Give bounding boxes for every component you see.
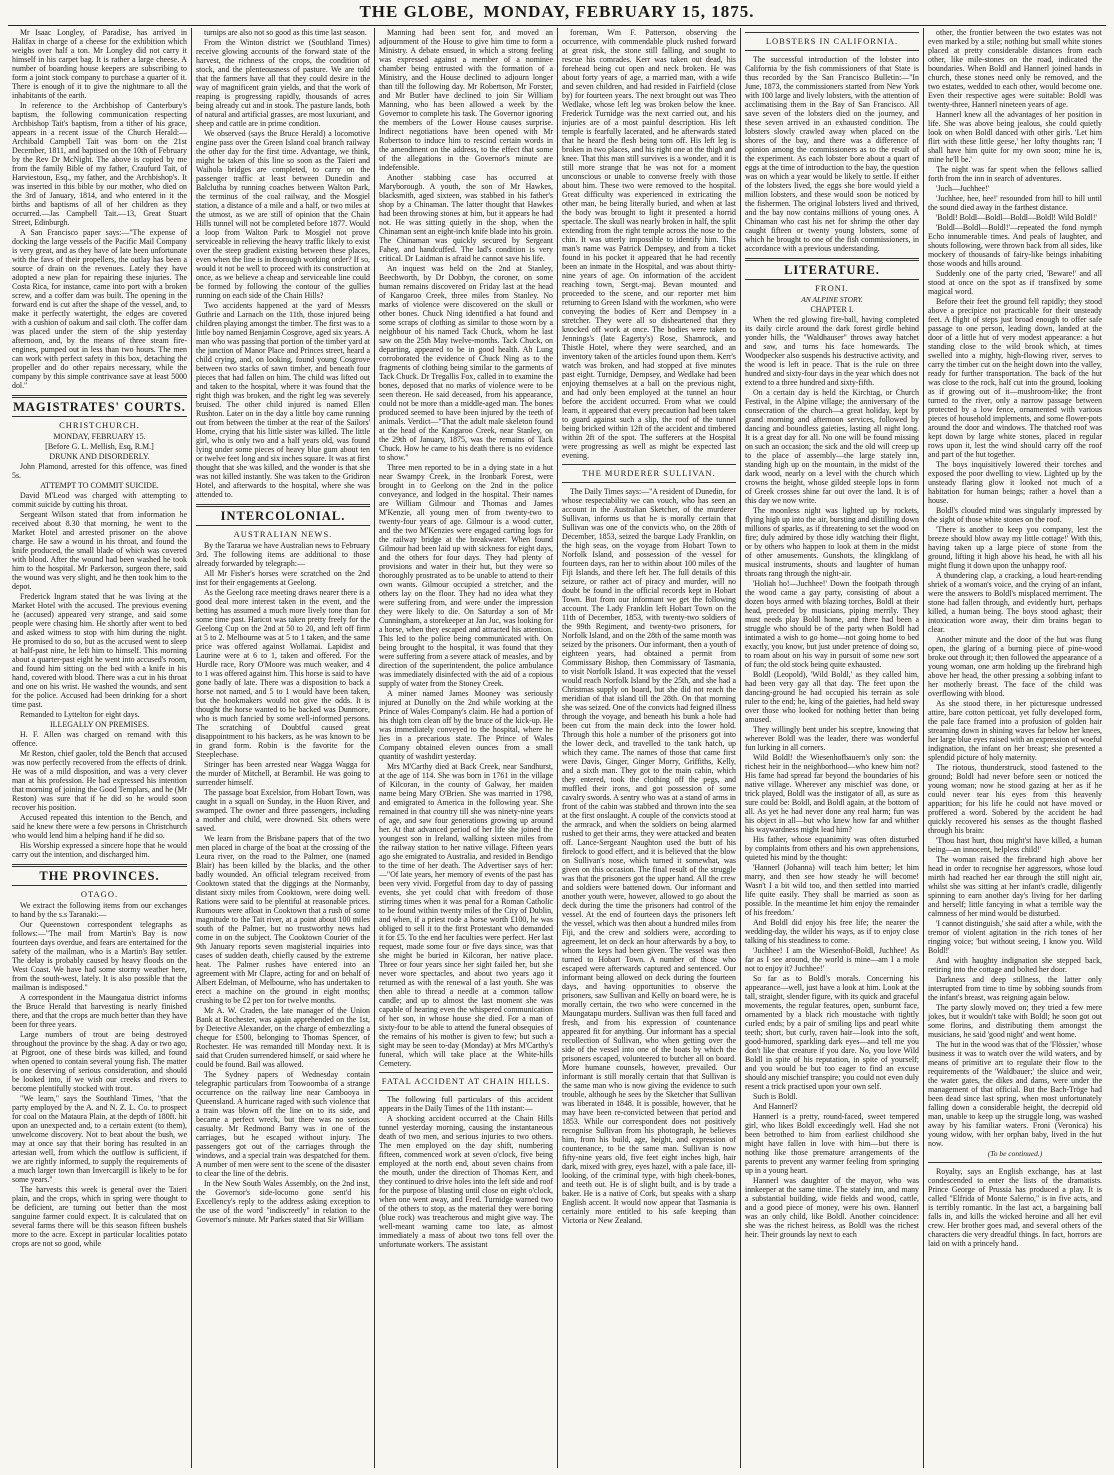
paragraph: The night was far spent when the fellows sallied forth from the inn in search of adventures. bbox=[928, 165, 1102, 183]
paragraph: Sergeant Wilson stated that from information he received about 8.30 that morning, he went to the Market Hotel and arrested prisoner on the above charge. He saw a wound in his throat, and found the knife produced, the small blade of which was covered with blood. After the wound had been washed he took him to the hospital. Mr Parkerson, surgeon there, said the wound was very slight, and he then took him to the depot. bbox=[12, 510, 187, 591]
paragraph: And Hannerl? bbox=[753, 1102, 798, 1111]
paragraph: Our Queenstown correspondent telegraphs as follows:—"The mail from Martin's Bay is now fourteen days overdue, and fears are entertained for the safety of the mailman, who is a Martin's Bay settler. The delay is probably caused by heavy floods on the West Coast. We have had some stormy weather here, from the south-west, lately. It is also possible that the mailman is indisposed." bbox=[12, 920, 187, 992]
paragraph: Remanded to Lyttelton for eight days. bbox=[20, 710, 140, 719]
paragraph: Hannerl knew all the advantages of her position in life. She was above being jealous, she could quietly look on when Boldl danced with other girls. 'Let him flirt with these little geese,' her lofty thoughts ran; 'I shall have him quite for my own soon; mine he is, mine he'll be.' bbox=[928, 110, 1102, 164]
section-heading-literature: LITERATURE. bbox=[784, 263, 880, 277]
divider bbox=[196, 504, 370, 507]
chapter-heading: CHAPTER I. bbox=[810, 305, 854, 314]
paragraph: We learn from the Brisbane papers that of the two men placed in charge of the boat at the crossing of the Leura river, on the road to the Palmer, one (named Blair) has been killed by the blacks, and the other badly wounded. An official telegram received from Cooktown stated that the diggings at the Normanby, distant sixty miles from Cooktown, were doing well. Rations were said to be plentiful at reasonable prices. Rumours were afloat in Cooktown that a rush of some magnitude to the Tait river, at a point about 100 miles south of the Palmer, but no trustworthy news had come in on the subject. The Cooktown Courier of the 9th January reports seven magisterial inquiries into cases of sudden death, chiefly caused by the extreme heat. The Palmer rushes have entered into an agreement with Mr Clapre, acting for and on behalf of Albert Edelman, of Melbourne, who has undertaken to erect a machine on the ground in eight months; crushing to be £2 per ton for twelve months. bbox=[196, 834, 370, 1005]
paragraph: As she stood there, in her picturesque undressed attire, bare cotton petticoat, yet fully developed form, the pale face framed into a profusion of golden hair streaming down in shining waves far below her knees, her large blue eyes raised with an expression of woeful indignation, the infant on her breast; she presented a splendid picture of holy maternity. bbox=[928, 699, 1102, 762]
subheading-otago: OTAGO. bbox=[80, 889, 119, 899]
paragraph: The Sydney papers of Wednesday contain telegraphic particulars from Toowoomba of a strange occurrence on the railway line near Cambooya in Queensland. A hurricane raged with such violence that a train was blown off the line on to its side, and became a perfect wreck, but there was no serious casualty. Mr Redmond Barry was in one of the carriages, but he escaped without injury. The passengers got out of the carriages through the windows, and a special train was despatched for them. A number of men were sent to the scene of the disaster to clear the line of the debris. bbox=[196, 1070, 370, 1178]
divider bbox=[12, 395, 187, 398]
paragraph: Hannerl is a pretty, round-faced, sweet tempered girl, who likes Boldl exceedingly well. Had she not been betrothed to him from earliest childhood she might have fallen in love with him—but there is nothing like those premature arrangements of the parents to prevent any warmer feeling from springing up in a young heart. bbox=[745, 1112, 919, 1175]
paragraph: David M'Leod was charged with attempting to commit suicide by cutting his throat. bbox=[12, 491, 187, 509]
paragraph: Boldl's clouded mind was singularly impressed by the sight of those white stones on the roof. bbox=[928, 506, 1102, 524]
paragraph: Stringer has been arrested near Wagga Wagga for the murder of Mitchell, at Berambil. He was going to surrender himself. bbox=[196, 760, 370, 787]
subheading-australian-news: AUSTRALIAN NEWS. bbox=[233, 529, 333, 539]
paragraph: The hut in the wood was that of the 'Flössier,' whose business it was to watch over the wild waters, and by means of primitive art to regulate their flow to the requirements of the 'Waldbauer;' the sluice and weir, the water gates, the dikes and dams, were under the management of that official. But the Bach-Tröge had been dead since last spring, when most unfortunately falling down a considerable height, the decrepid old man, unable to keep up the struggle long, was washed away by his familiar waters. Froni (Veronica) his young widow, with her orphan baby, lived in the hut now. bbox=[928, 1040, 1102, 1148]
columns bbox=[8, 28, 1106, 1468]
paragraph: Before their feet the ground fell rapidly; they stood above a precipice not practicable for their unsteady feet. A flight of steps just broad enough to offer safe passage to one person, leading down, landed at the door of a little hut of very modest appearance: a hut standing close to the wild brook which, at times swelled into a mighty, high-flowing river, serves to carry the timber cut on the height down into the valley, ready for further transportation. The back of the hut was close to the rock, half cut into the ground, looking as if growing out of it—mushroom-like; the front turned to the river, only a narrow passage between protected by a low fence, ornamented with various pieces of household implements, and some flower-pots around the door and windows. The thatched roof was kept down by large white stones, placed in regular rows upon it, lest the wind should carry off the roof and part of the hut together. bbox=[928, 297, 1102, 459]
paragraph: Hannerl was daughter of the mayor, who was innkeeper at the same time. The stately inn, and many a substantial building, wide fields and wood, cattle, and a good piece of money, were his own. Hannerl was an only child, like Boldl. Another coincidence: she was the richest heiress, as Boldl was the richest heir. Their grounds lay next to each bbox=[745, 1176, 919, 1239]
paragraph: Such is Boldl. bbox=[753, 1092, 798, 1101]
paragraph: The Daily Times says:—"A resident of Dunedin, for whose respectability we can vouch, who has seen an account in the Australian Sketcher, of the murderer Sullivan, informs us that he is morally certain that Sullivan was one of the convicts who, on the 28th of December, 1853, seized the barque Lady Franklin, on the high seas, on the voyage from Hobart Town to Norfolk Island, and possession of the vessel for fourteen days, ran her to within about 100 miles of the Fiji Islands, and there left her. The full details of this seizure, or rather act of piracy and murder, will no doubt be found in the official records kept in Hobart Town. But from our informant we get the following account. The Lady Franklin left Hobart Town on the 11th of December, 1853, with twenty-two soldiers of the 99th Regiment, and twenty-two prisoners, for Norfolk Island, and on the 28th of the same month was seized by the prisoners. Our informant, then a youth of eighteen years, had obtained a permit from Commissary Bishop, then Commissary of Tasmania, to visit Norfolk Island. It was expected that the vessel would reach Norfolk Island by the 25th, and she had a Christmas supply on board, but she did not reach the meridian of that island till the 28th. On that morning she was seized. One of the convicts had feigned illness through the voyage, and beneath his bunk a hole had been cut from the main deck into the lower hold. Through this hole a number of the prisoners got into the lower deck, and travelled to the tank hatch, up which they came. The names of those that came first were Davis, Ginger, Ginger Morry, Griffiths, Kelly, and a sixth man. They got to the main cabin, which they entered, took the clothing off the pegs, and muffled their irons, and got possession of some cavalry swords. A sentry who was at a stand of arms in front of the cabin was stabbed and thrown into the sea at the first onslaught. A couple of the convicts stood at the armrack, and when the soldiers on being alarmed rushed to get their arms, they were attacked and beaten off. Lance-Sergeant Naughton used the butt of his firelock to good effect, and it is believed that the blow on Sullivan's nose, which turned it somewhat, was given on this occasion. The final result of the struggle was that the prisoners got the upper hand. All the crew and soldiers were battened down. Our informant and another youth were, however, allowed to go about the deck during the time the prisoners had control of the vessel. At the end of fourteen days the prisoners left the vessel, which was then about a hundred miles from Fiji, and the crew and soldiers were, according to agreement, let on deck an hour afterwards by a boy, to whom the keys had been given. The vessel was then turned to Hobart Town. A number of those who escaped were afterwards captured and sentenced. Our informant being allowed on deck during the fourteen days, and having opportunities to observe the prisoners, saw Sullivan and Kelly on board were, he is morally certain, the two who were concerned in the Maungatapu murders. Sullivan was then full faced and fresh, and from his expression of countenance appeared fit for anything. Our informant has a special recollection of Sullivan, who when getting over the side of the vessel into one of the boats by which the prisoners escaped, volunteered to butcher all on board. More humane counsels, however, prevailed. Our informant is still morally certain that that Sullivan is the same man who is now giving the evidence to such trouble, although he sees by the Sketcher that Sullivan was liberated in 1848. It is possible, however, that he may have been re-convicted between that period and 1853. While our correspondent does not positively recognise Sullivan from his photograph, he believes him, from his build, age, height, and expression of countenance, to be the same man. Sullivan is now fifty-nine years old, five feet eight inches high, hair dark, mixed with grey, eyes hazel, with a pale face, ill-looking, of the criminal type, with high cheek-bones, and teeth out. He is of slight built, and is by trade a baker. He is a native of Cork, but speaks with a sharp English accent. It would now appear that Tasmania is certainly more entitled to his safe keeping than Victoria or New Zealand. bbox=[562, 487, 736, 1225]
story-subtitle: AN ALPINE STORY. bbox=[801, 295, 863, 304]
paragraph: The riotous, thunderstruck, stood fastened to the ground; Boldl had never before seen or noticed the young woman; now he stood gazing at her as if he could never tear his eyes from this heavenly apparition; for his life he could not have moved or proffered a word. Sobered by the accident he had quickly recovered his senses as the thought flashed through his brain: bbox=[928, 763, 1102, 835]
column-6 bbox=[923, 28, 1106, 1468]
section-heading-box bbox=[562, 464, 736, 483]
paragraph: His father, whose equanimity was often disturbed by complaints from others and his own apprehensions, quieted his mind by the thought: bbox=[745, 835, 919, 862]
section-heading-box bbox=[379, 1072, 553, 1091]
paragraph: A correspondent in the Maungatua district informs the Bruce Herald that harvesting is nearly finished there, and that the crops are much better than they have been for three years. bbox=[12, 993, 187, 1029]
paragraph: Two accidents happened at the yard of Messrs Guthrie and Larnach on the 11th, those injured being children playing amongst the timber. The first was to a little boy named Benjamin Cosgrove, aged six years. A man who was passing that portion of the timber yard at the junction of Manor Place and Princes street, heard a child crying, and, on looking, found young Cosgrove between two stacks of sawn timber, and beneath four pieces that had fallen on him. The child was lifted out and taken to the hospital, where it was found that the right thigh was broken, and the right leg was severely bruised. The other child injured is named Ellen Rushton. Later on in the day a little boy came running out from between the timber at the rear of the Sailors' Home, crying that his little sister was killed. The little girl, who is only two and a half years old, was found lying under some pieces of heavy blue gum about ten or twelve feet long and six inches square. It was at first thought that she was killed, and the wonder is that she was not killed instantly. She was taken to the Gridiron Hotel, and afterwards to the hospital, where she was attended to. bbox=[196, 301, 370, 499]
paragraph: As the Geelong race meeting draws nearer there is a good deal more interest taken in the event, and the betting has assumed a much more lively tone than for some time past. Haricot was taken pretty freely for the Geelong Cup on the 2nd at 50 to 20, and left off firm at 5 to 2. Melbourne was at 5 to 1 taken, and the same price was offered against Wollamai. Lapidist and Laurine were at 6 to 1, taken and offered. For the Hurdle race, Rory O'Moore was much weaker, and 4 to 1 was offered against him. This horse is said to have gone badly of late. There was a disposition to back a horse not named, and 5 to 1 would have been taken, but the bookmakers would not give the odds. It is thought the horse wanted to be backed was Dunmore, who is much fancied by some well-informed persons. The scratching of Doubtful caused great disappointment to his backers, as he was known to be in grand form. Robin is the favorite for the Steeplechase. bbox=[196, 588, 370, 759]
masthead bbox=[0, 0, 1114, 26]
paragraph: Mr Reston, chief gaoler, told the Bench that accused was now perfectly recovered from the effects of drink. He was of a mild disposition, and was a very clever man at his profession. He had expressed his intention that morning of joining the Good Templars, and he (Mr Reston) was sure that if he did so he would soon recover his position. bbox=[12, 749, 187, 812]
paragraph: We extract the following items from our exchanges to hand by the s.s Taranaki:— bbox=[12, 901, 187, 919]
paragraph: Darkness and deep stillness, the latter only interrupted from time to time by sobbing sounds from the infant's breast, was reigning again below. bbox=[928, 975, 1102, 1002]
divider bbox=[196, 525, 370, 526]
paragraph: The harvests this week is general over the Taieri plain, and the crops, which in spring were thought to be deficient, are turning out better than the most sanguine farmer could expect. It is calculated that on several farms there will be this season fifteen bushels more to the acre. Except in particular localities potato crops are not so good, while bbox=[12, 1185, 187, 1248]
divider bbox=[12, 864, 187, 867]
paragraph: Large numbers of trout are being destroyed throughout the province by the shag. A day or two ago, at Pigroot, one of these birds was killed, and found when opened to contain several young fish. The matter is one deserving of serious consideration, and should be looked into, if we wish our creeks and rivers to become plentifully stocked with trout. bbox=[12, 1030, 187, 1093]
date-line: MONDAY, FEBRUARY 15. bbox=[53, 432, 146, 441]
paragraph: So far as to Boldl's morals. Concerning his appearance—well, just have a look at him. Look at the tall, straight, slender figure, with its quick and graceful movements, the regular features, open, sunburnt face, ornamented by a black rich moustache with tightly curled ends; by a pair of smiling lips and pearl white teeth; short, but curly, raven hair—look into the soft, good-humored, sparkling dark eyes—and tell me you don't like that creature if you dare. No, you love Wild Boldl in spite of his reputation, in spite of yourself; and you would be but too eager to find an excuse should any mischief transpire; you could not even duly resent a trick practised upon your own self. bbox=[745, 974, 919, 1091]
paper-name: THE GLOBE, bbox=[359, 2, 475, 21]
story-title: FRONI. bbox=[815, 283, 849, 293]
paragraph: All Mr Fisher's horses were scratched on the 2nd inst for their engagements at Geelong. bbox=[196, 569, 370, 587]
to-be-continued: (To be continued.) bbox=[987, 1149, 1043, 1158]
paragraph: Royalty, says an English exchange, has at last condescended to enter the lists of the dramatists. Prince George of Prussia has produced a play. It is called "Elfrida of Monte Salerno," is in five acts, and is terribly romantic. In the last act, a bargaining ball falls in, and kills the wicked heroine and all her evil crew. Her brother goes mad, and several others of the characters die very dreadful things. In fact, horrors are laid on with a princely hand. bbox=[928, 1167, 1102, 1248]
paragraph: 'Boldl—Boldl—Boldl!'—repeated the fond nymph Echo innumerable times. And peals of laughter, and shouts following, were thrown back from all sides, like mockery of thousands of fairy-like beings inhabiting those woods and hills around. bbox=[928, 223, 1102, 268]
paragraph: The moonless night was lighted up by rockets, flying high up into the air, bursting and distilling down millions of sparks, as if threatening to set the wood on fire; duly admired by those idly watching their flight, or by others who happen to look at them in the midst of other amusements. Gunshots, the klingklang of musical instruments, shouts and laughter of human throats rang through the night-air. bbox=[745, 506, 919, 578]
paragraph: Mr Isaac Longley, of Paradise, has arrived in Halifax in charge of a cheese for the exhibition which weighs over half a ton. Mr Longley did not carry it himself in his carpet bag. It is rather a large cheese. A number of boarding house keepers are subscribing to form a joint stock company to purchase a quarter of it. There is enough of it to give the nightmare to all the inhabitants of the earth. bbox=[12, 28, 187, 100]
paragraph: The successful introduction of the lobster into California by the fish commissioners of that State is thus recorded by the San Francisco Bulletin:—"In June, 1873, the commissioners started from New York with 100 large and lively lobsters, with the attention of acclimatising them in the Bay of San Francisco. All save seven of the lobsters died on the journey, and these seven arrived in an exhausted condition. The lobsters slowly crawled away when placed on the shores of the bay, and there was a difference of opinion among the commissioners as to the result of the experiment. As each lobster bore about a quart of eggs at the time of introduction to the bay, the question was on which a year would be likely to settle. If either of the lobsters lived, the eggs she bore would yield a million lobsters, and these would soon be noticed by the fishermen. The original lobsters lived and thrived, and the bay now contains millions of young ones. A Chinaman who cast his net for shrimp the other day caught fifteen or twenty young lobsters, some of which he brought to one of the fish commissioners, in accordance with a previous understanding. bbox=[745, 55, 919, 253]
section-heading-magistrates: MAGISTRATES' COURTS. bbox=[13, 400, 186, 414]
paragraph: His Worship expressed a sincere hope that he would carry out the intention, and discharged him. bbox=[12, 841, 187, 859]
paragraph: In reference to the Archbishop of Canterbury's baptism, the following communication respecting Archbishop Tait's baptism, from a tither of his grace, appears in a recent issue of the Church Herald:—Archibald Campbell Tait was born on the 21st December, 1811, and baptised on the 10th of February by the Rev Dr McNight. The above is copied by me from the family Bible of my father, Craufurd Tait, of Harviestoun, Esq., my father, and the Archbishop's. It was inserted in this bible by our mother, who died on the 3rd of January, 1814, and who entered in it the births and baptisms of all of her children as they occurred.—Jas Campbell Tait.—13, Great Stuart Street, Edinburgh. bbox=[12, 101, 187, 227]
paragraph: The passage boat Excelsior, from Hobart Town, was caught in a squall on Sunday, in the Huon River, and swamped. The owner and three passengers, including a mother and child, were drowned. Six others were saved. bbox=[196, 788, 370, 833]
divider bbox=[12, 416, 187, 417]
paragraph: By the Tararua we have Australian news to February 3rd. The following items are additional to those already forwarded by telegraph:— bbox=[196, 541, 370, 568]
section-heading-sullivan: THE MURDERER SULLIVAN. bbox=[582, 468, 716, 478]
column-5 bbox=[740, 28, 923, 1468]
paragraph: And Boldl did enjoy his free life; the nearer the wedding-day, the wilder his ways, as if to enjoy close talking of his steadiness to come. bbox=[745, 918, 919, 945]
paragraph: 'Juchhee! I am the Wiesenhof-Boldl, Juchhee! As far as I see around, the world is mine—am I a mole not to enjoy it? Juchhee!' bbox=[745, 946, 919, 973]
paragraph: And with haughty indignation she stepped back, retiring into the cottage and bolted her door. bbox=[928, 956, 1102, 974]
case-heading: ILLEGALLY ON PREMISES. bbox=[49, 720, 150, 729]
paragraph: 'Thou hast hurt, thou might'st have killed, a human being—an innocent, helpless child!' bbox=[928, 836, 1102, 854]
paragraph: The following full particulars of this accident appears in the Daily Times of the 11th instant:— bbox=[379, 1095, 553, 1113]
case-heading: ATTEMPT TO COMMIT SUICIDE. bbox=[40, 481, 159, 490]
divider bbox=[928, 1162, 1102, 1163]
paragraph: 'Juchhee, hee, hee!' resounded from hill to hill until the sound died away in the farthest distance. bbox=[928, 194, 1102, 212]
paragraph: From the Winton district we (Southland Times) receive glowing accounts of the forward state of the harvest, the richness of the crops, the condition of stock, and the plenteousness of pasture. We are told that the farmers have all that they could desire in the way of magnificent grain yields, and that the work of reaping is progressing rapidly, thousands of acres being already cut and in stook. The pasture lands, both of natural and artificial grasses, are most luxuriant, and sheep and cattle are in prime condition. bbox=[196, 38, 370, 128]
divider bbox=[745, 279, 919, 280]
paragraph: 'There is another to keep you company, lest the breeze should blow away my little cottage!' With this, having taken up a large piece of stone from the ground, lifting it high above his head, he with all his might flung it down upon the unhappy roof. bbox=[928, 525, 1102, 570]
column-4 bbox=[557, 28, 740, 1468]
divider bbox=[12, 885, 187, 886]
paragraph: Another stabbing case has occurred at Maryborough. A youth, the son of Mr Hawkes, blacksmith, aged sixteen, was stabbed in his father's shop by a Chinaman. The latter thought that Hawkes had been throwing stones at him, but it appears he had not. He was sitting quietly in the shop, when the Chinaman sent an eight-inch knife blade into his groin. The Chinaman was quickly secured by Sergeant Fahey, and handcuffed. The lad's condition is very critical. Dr Laidman is afraid he cannot save his life. bbox=[379, 173, 553, 263]
paragraph: 'Juch—Juchhee!' bbox=[936, 184, 990, 193]
paragraph: foreman, Wm F. Patterson, observing the occurrence, with commendable pluck rushed forward at great risk, the stone still falling, and sought to rescue his comrades. Kerr was taken out dead, his forehead being cut open and neck broken. He was about forty years of age, a married man, with a wife and seven children, and had resided in Fairfield (close by) for fourteen years. The next brought out was Theo Wedlake, whose left leg was broken below the knee. Frederick Turnidge was the next carried out, and his injuries are of a most painful description. His left temple is fearfully lacerated, and he afterwards stated that he heard the flesh being torn off. His left leg is broken in two places, and his right one at the thigh and knee. That this man still survives is a wonder, and it is still more strange that he was not for a moment unconscious or unable to converse freely with those about him. These two were removed to the hospital. Great difficulty was experienced in extricating the other man, he being literally buried, and when at last the body was brought to light it presented a horrid spectacle. The skull was nearly broken in half, the split extending from the right temple across the nose to the chin. It was utterly impossible to identify him. This man's name was Patrick Dempsey, and from a ticket found in his pocket it appeared that he had recently been an inmate in the Hospital, and was about thirty-nine years of age. On information of the accident reaching town, Sergt.-maj. Bevan mounted and proceeded to the scene, and our reporter met him returning to Green Island with the workmen, who were conveying the bodies of Kerr and Dempsey in a stretcher. They were all so disheartened that they knocked off work at once. The bodies were taken to Jennings's (late Eagerty's) Rose, Shamrock, and Thistle Hotel, where they were searched, and an inventory taken of the articles found upon them. Kerr's watch was broken, and had stopped at five minutes past eight. Turnidge, Dempsey, and Wedlake had been enjoying themselves at a ball on the previous night, and had only been employed at the tunnel an hour before the accident occurred. From what we could learn, it appeared that every precaution had been taken to guard against such a slip, the roof of the tunnel being bricked within 12ft of the accident and timbered within 2ft of the spot. The sufferers at the Hospital were progressing as well as might be expected last evening. bbox=[562, 28, 736, 460]
paragraph: Accused repeated this intention to the Bench, and said he knew there were a few persons in Christchurch who would lend him a helping hand if he did so. bbox=[12, 813, 187, 840]
paragraph: Wild Boldl! the Wiesenhofbauern's only son: the richest heir in the neighborhood—who knew him not? His fame had spread far beyond the boundaries of his native village. Wherever any mischief was done, or trick played, Boldl was the instigator of all, as sure as sure could be: Boldl, and Boldl again, at the bottom of all. As yet he had never done any real harm; fun was his object in all—but who knew how far and whither his waywardness might lead him? bbox=[745, 753, 919, 834]
subheading-christchurch: CHRISTCHURCH. bbox=[59, 420, 140, 430]
paragraph: When the red glowing fire-ball, having completed its daily circle around the dark forest girdle behind yonder hills, the "Waldhauser" throws away hatchet and saw, and turns his face homewards. The Woodpecker also suspends his destructive activity, and the wood is left in peace. That is the rule on three hundred and sixty-four days in the year which does not extend to a three hundred and sixty-fifth. bbox=[745, 315, 919, 387]
paragraph: A San Francisco paper says:—"The expense of docking the large vessels of the Pacific Mail Company is very great, and as they have of late been unfortunate with the favs of their propellers, the outlay has been a source of drain on the revenues. Lately they have adopted a new plan for repairing these injuries. The Costa Rica, for instance, came into port with a broken screw, and a coffer dam was built. The opening in the forward end is cut after the shape of the vessel, and, to make it perfectly watertight, the edges are covered with a cushion of oakum and sail cloth. The coffer dam was placed under the stern of the ship yesterday afternoon, and, by the means of three steam fire-engines, pumped out in less than two hours. The men can work with perfect safety in this box, detaching the propeller and do other repairs necessary, while the company by this simple contrivance save at least 5000 dol." bbox=[12, 228, 187, 390]
paragraph: Manning had been sent for, and moved an adjournment of the House to give him time to form a Ministry. A debate ensued, in which a strong feeling was expressed against a member of a nominee chamber being entrusted with the formation of a Ministry, and the House declined to adjourn longer than till the following day. Mr Robertson, Mr Forster, and Mr Butler have declined to join Sir William Manning, who has been allowed a week by the Governor to complete his task. The Governor ignoring the members of the Lower House causes surprise. Indirect negotiations have been opened with Mr Robertson to induce him to rescind certain words in the amendment on the address, to the effect that some of the allegations in the Governor's minute are indefensible. bbox=[379, 28, 553, 172]
section-heading-box bbox=[745, 32, 919, 51]
case-heading: DRUNK AND DISORDERLY. bbox=[49, 452, 150, 461]
paragraph: On a certain day is held the Kirchtag, or Church Festival, in the Alpine village; the anniversary of the consecration of the church—a great holiday, kept by grand morning and afternoon services, followed by dancing and boundless gaieties, lasting all night long. It is a great day for all. No one will be found missing on such an occasion; the sick and the old will creep up to the place of assembly—the large stately inn, standing high up on the mountain, in the midst of the dark wood, nearly on a level with the church which crowns the height, whose gilded steeple lops in form of Greek crosses shine far out over the land. It is of this day we now write. bbox=[745, 388, 919, 505]
paragraph: 'Hannerl (Johanna) will teach him better; let him marry, and then see how steady he will become! Wasn't I a bit wild too, and then settled into married life quite easily. They shall be married as soon as possible. In the meantime let him enjoy the remainder of his freedom.' bbox=[745, 863, 919, 917]
paragraph: Mr A. W. Craden, the late manager of the Union Bank at Rochester, was again apprehended on the 1st, by Detective Alexander, on the charge of embezzling a cheque for £500, belonging to Thomas Spencer, of Rochester. He was remanded till Monday next. It is said that Cruden surrendered himself, or said where he could be found. Bail was allowed. bbox=[196, 1006, 370, 1069]
paragraph: turnips are also not so good as this time last season. bbox=[204, 28, 367, 37]
paragraph: Another minute and the door of the hut was flung open, the glaring of a burning piece of pine-wood broke out through it; then followed the appearance of a young woman, one arm holding up the firebrand high above her head, the other pressing a sobbing infant to her motherly breast. The face of the child was overflowing with blood. bbox=[928, 635, 1102, 698]
paragraph: The party slowly moved on; they tried a few mere jokes, but it wouldn't take with Boldl; he soon got out some florins, and distributing them amongst the musicians, he said 'good night' and went home. bbox=[928, 1003, 1102, 1039]
section-heading-lobsters: LOBSTERS IN CALIFORNIA. bbox=[765, 36, 899, 46]
paragraph: John Plamond, arrested for this offence, was fined 5s. bbox=[12, 462, 187, 480]
paragraph: 'I cannot distinguish,' she said after a while, with the tremor of violent agitation in the rich tones of her ringing voice; 'but without seeing, I know you. Wild Boldl!' bbox=[928, 919, 1102, 955]
paragraph: Three men reported to be in a dying state in a hut near Swampy Creek, in the Ironbark Forest, were brought in to Geelong on the 2nd in the police conveyance, and lodged in the hospital. Their names are William Gilmour and Thomas and James M'Kenzie, all young men of from twenty-two to twenty-four years of age. Gilmour is a wood cutter, and the two M'Kenzies were engaged carting logs for the railway bridge at the breakwater. When found Gilmour had been laid up with sickness for eight days, and the others for four days. They had plenty of provisions and water in their hut, but they were so thoroughly prostrated as to be unable to attend to their own wants. Gilmour occupied a stretcher, and the others lay on the floor. They had no idea what they were suffering from, and were under the impression they were likely to die. On Saturday a son of Mr Cunningham, a storekeeper at Jan Juc, was looking for a horse, when they escaped and attracted his attention. This led to the police being communicated with. On being brought to the hospital, it was found that they were suffering from a severe attack of measles, and by direction of the superintendent, the police ambulance was immediately disinfected with the aid of a copious supply of water from the Stoney Creek. bbox=[379, 463, 553, 688]
paragraph: The woman raised the firebrand high above her head in order to recognise her aggressors, whose loud mirth had reached her ear through the still night air, whilst she was sitting at her infant's cradle, diligently spinning to earn another day's living for her darling and herself; little fancying in what a terrible way the calmness of her mind would be disturbed. bbox=[928, 855, 1102, 918]
paragraph: A thundering clap, a cracking, a loud heart-rending shriek of a woman's voice, and the crying of an infant, were the answers to Boldl's misplaced merriment. The stone had fallen through, and evidently hurt, perhaps killed, a human being. The boys stood aghast; their intoxication wore away, their dim brains began to clear. bbox=[928, 571, 1102, 634]
paragraph: We observed (says the Bruce Herald) a locomotive engine pass over the Green Island coal branch railway the other day for the first time. Advantage, we think, might be taken of this line so soon as the Taieri and Waihola bridges are completed, to carry on the passenger traffic at least between Dunedin and Balclutha by running coaches between Walton Park, the terminus of the coal railway, and the Mosgiel station, a distance of a mile and a half, or two miles at the utmost, as we are still of opinion that the Chain Hills tunnel will not be completed before 1877. Would a loop from Walton Park to Mosgiel not prove serviceable in relieving the heavy traffic likely to exist over the steep gradient existing between these places, even when the line is in thorough working order? If so, would it not be well to proceed with its construction at once, as we believe a cheap and serviceable line could be formed by following the contour of the gullies running on each side of the Chain Hills? bbox=[196, 129, 370, 300]
paragraph: The boys inquisitively lowered their torches and exposed the poor dwelling to view. Lighted up by the unsteady flaring glow it looked not much of a habitation for human beings; rather a hovel than a house. bbox=[928, 460, 1102, 505]
paragraph: 'Holiah ho!—Juchhee!' Down the footpath through the wood came a gay party, consisting of about a dozen boys armed with blazing torches, Boldl at their head, preceded by musicians, piping merrily. They must needs play Boldl home, and there had been a struggle who should be of the party when Boldl had intimated a wish to go home—not going home to bed exactly, you know, but just under pretence of doing so, to roam about on his way in pursuit of some new sort of fun; the old stock being quite exhausted. bbox=[745, 579, 919, 669]
paragraph: Boldl (Leopold), 'Wild Boldl,' as they called him, had been very gay all that day. The feet upon the dancing-ground he had occupied his terrain as sole ruler to the end; he, king of the gaieties, had held sway over those who looked for nothing better than being amused. bbox=[745, 670, 919, 724]
paragraph: "We learn," says the Southland Times, "that the party employed by the A. and N. Z. L. Co. to prospect for coal on the Mataura Plain, at the depth of 180ft. hit upon an unexpected and, to a certain extent (to them), unwelcome discovery. Not to beat about the bush, we may at once say that their boring has resulted in an artesian well, from which the outflow is sufficient, if we are rightly informed, to supply the requirements of a much larger town than Invercargill is likely to be for some years." bbox=[12, 1094, 187, 1184]
divider bbox=[745, 258, 919, 261]
paragraph: They willingly bent under his sceptre, knowing that wherever Boldl was the leader, there was wonderful fun lurking in all corners. bbox=[745, 725, 919, 752]
column-2 bbox=[191, 28, 374, 1468]
section-heading-intercolonial: INTERCOLONIAL. bbox=[220, 509, 346, 523]
column-3 bbox=[374, 28, 557, 1468]
paragraph: In the New South Wales Assembly, on the 2nd inst, the Governor's side-locomo gone sent'd his Excellency's reply to the address asking exception to the use of the word "indiscreetly" in relation to the Governor's minute. Mr Parkes stated that Sir William bbox=[196, 1179, 370, 1224]
paragraph: An inquest was held on the 2nd at Stanley, Beechworth, by Dr Dobbyn, the coroner, on some human remains discovered on Friday last at the head of Kangaroo Creek, three miles from Stanley. No marks of violence were discovered on the skull or other bones. Chuck Ning identified a hat found and some scraps of clothing as similar to those worn by a neighbour of his named Tack Chuck, whom he last saw on the 25th May twelve-months. Tack Chuck, on departing, appeared to be in good health. Ah Lung corroborated the evidence of Chuck Ning as to the fragments of clothing being similar to the garments of Tack Chuck. Dr Tregallis Fox, called in to examine the bones, deposed that no marks of violence were to be seen thereon. He said deceased, from his appearance, could not be more than a middle-aged man. The bones produced seemed to have been injured by the teeth of animals. Verdict—"That the adult male skeleton found at the head of the Kangaroo Creek, near Stanley, on the 29th of January, 1875, was the remains of Tack Chuck. How he came to his death there is no evidence to show." bbox=[379, 264, 553, 462]
paragraph: Frederick Ingram stated that he was living at the Market Hotel with the accused. The previous evening he (accused) appeared very strange, and said some people were chasing him. He shortly after went to bed and asked witness to stop with him during the night. He promised to do so, but as the accused went to sleep at half-past nine, he left him to himself. This morning about a quarter-past eight he went into accused's room, and found him sitting on the bed with a knife in his hand, covered with blood. There was a cut in his throat and one on his wrist. He washed the wounds, and sent for the police. Accused had been drinking for a short time past. bbox=[12, 592, 187, 709]
masthead-rule bbox=[8, 25, 1106, 26]
paragraph: other, the frontier between the two estates was not even marked by a stile; nothing but small white stones placed at pretty considerable distances from each other, like mile-stones on the road, indicated the boundaries. When Boldl and Hannerl joined hands in church, these stones need only be removed, and the two estates, wedded to each other, would become one. Even their respective ages were suitable: Boldl was twenty-three, Hannerl nineteen years of age. bbox=[928, 28, 1102, 109]
section-heading-provinces: THE PROVINCES. bbox=[39, 869, 160, 883]
bench-line: [Before G. L. Mellish, Esq, R.M.] bbox=[45, 442, 154, 451]
section-heading-fatal-accident: FATAL ACCIDENT AT CHAIN HILLS. bbox=[381, 1076, 551, 1086]
paragraph: A miner named James Mooney was seriously injured at Dunolly on the 2nd while working at the Prince of Wales Company's claim. He had a portion of his thigh torn clean off by the bruce of the kick-up. He was immediately conveyed to the hospital, where he lies in a precarious state. The Prince of Wales Company obtained eleven ounces from a small quantity of washdirt yesterday. bbox=[379, 689, 553, 761]
issue-date: MONDAY, FEBRUARY 15, 1875. bbox=[483, 2, 755, 21]
paragraph: 'Boldl! Boldl—Boldl—Boldl—Boldl! Wild Boldl!' bbox=[936, 213, 1097, 222]
column-1 bbox=[8, 28, 191, 1468]
paragraph: Suddenly one of the party cried, 'Beware!' and all stood at once on the spot as if transfixed by some magical word. bbox=[928, 269, 1102, 296]
paragraph: H. F. Allen was charged on remand with this offence. bbox=[12, 730, 187, 748]
paragraph: Mrs M'Carthy died at Back Creek, near Sandhurst, at the age of 114. She was born in 1761 in the village of Kilcoran, in the county of Galway, her maiden name being Mary O'Brien. She was married in 1798, and emigrated to America in the following year. She remained in that country till she was ninety-nine years of age, and saw four generations growing up around her. At that advanced period of her life she joined the youngest son in Ireland, walking sixteen miles from the railway station to her native village. Fifteen years ago she emigrated to Australia, and resided in Bendigo to the time of her death. The Advertiser says of her:—"Of late years, her memory of events of the past has been very vivid. Forgetful from day to day of passing events, she yet could chat with freedom of those stirring times when it was penal for a Roman Catholic to be found within twenty miles of the City of Dublin, and when, if a priest rode a horse worth £100, he was obliged to sell it to the first Protestant who demanded it for £5. To the end her faculties were perfect. Her last request, made some four or five days since, was that she might be buried in Kilcoran, her native place. Three or four years since her sight failed her, but she never wore spectacles, and about two years ago it returned as with the renewal of a last youth. She was then able to thread a needle at a common tallow candle; and up to almost the last moment she was capable of hearing even the whispered communication of her son, in whose house she died. For a man of sixty-four to be able to attend the funeral obsequies of the remains of his mother is given to few; but such a sight may be seen to-day (Monday) at Mrs M'Carthy's funeral, which will take place at the White-hills Cemetery. bbox=[379, 762, 553, 1068]
paragraph: A shocking accident occurred at the Chain Hills tunnel yesterday morning, causing the instantaneous death of two men, and serious injuries to two others. The men employed on the day shift, numbering fifteen, commenced work at seven o'clock, five being employed at the north end, about seven chains from the mouth, under the direction of Thomas Kerr, and they continued to drive holes into the left side and roof for the purpose of blasting until close on eight o'clock, when one went away, and Fred. Turnidge warned two of the others to stop, as the material they were boring (blue rock) was treacherous and might give way. The well-meant warning came too late, as almost immediately a mass of about two tons fell over the unfortunate workers. The assistant bbox=[379, 1114, 553, 1249]
